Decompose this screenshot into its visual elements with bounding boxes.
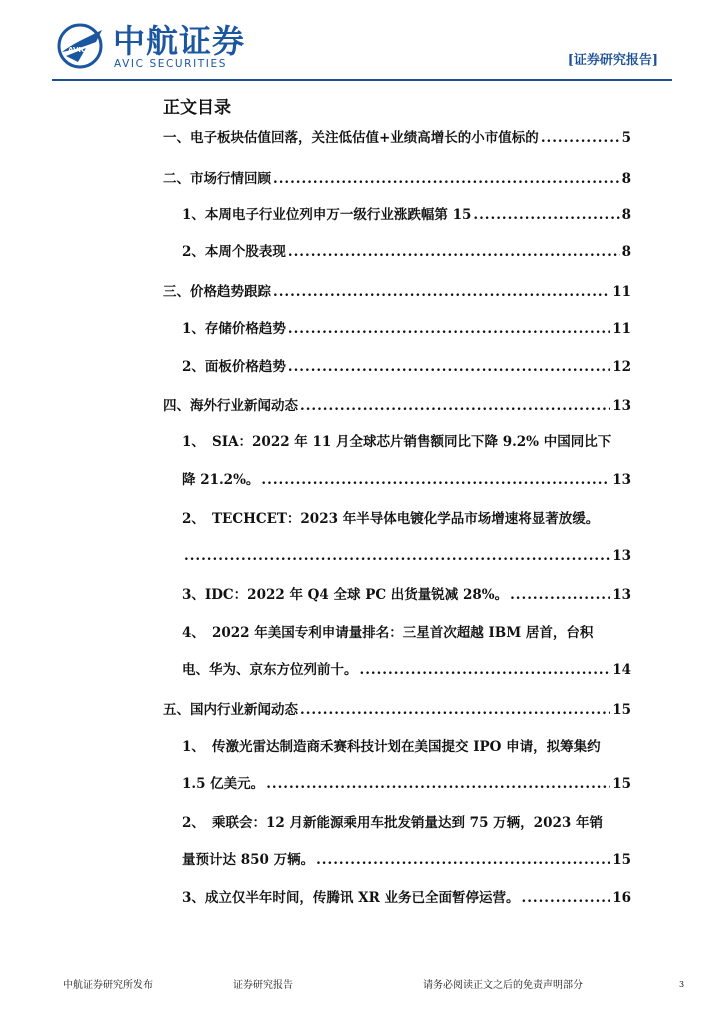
toc-leader-dots <box>300 395 610 417</box>
toc-entry-page: 15 <box>612 852 631 868</box>
toc-entry-number: 4、 <box>182 625 205 641</box>
toc-entry-page: 13 <box>612 548 631 564</box>
toc-entry-text: 传激光雷达制造商禾赛科技计划在美国提交 IPO 申请，拟筹集约 <box>212 739 601 755</box>
toc-entry-text: 海外行业新闻动态 <box>190 398 298 414</box>
toc-entry-page: 12 <box>612 359 631 375</box>
toc-entry[interactable] <box>182 318 631 340</box>
toc-leader-dots <box>473 204 619 226</box>
toc-leader-dots <box>541 127 620 149</box>
toc-entry-text: 成立仅半年时间，传腾讯 XR 业务已全面暂停运营。 <box>204 890 520 906</box>
toc-entry-text: 市场行情回顾 <box>190 171 271 187</box>
toc-entry-number: 1、 <box>182 321 205 337</box>
toc-entry-text-continued: 降 21.2%。 <box>182 472 260 488</box>
toc-leader-dots <box>288 318 610 340</box>
avic-logo <box>56 22 256 72</box>
toc-entry-first-line[interactable] <box>182 812 631 834</box>
toc-entry-page: 8 <box>621 244 631 260</box>
toc-entry-number: 1、 <box>182 434 205 450</box>
toc-leader-dots <box>266 773 610 795</box>
toc-entry-number: 四、 <box>163 398 190 414</box>
toc-entry-number: 2、 <box>182 815 205 831</box>
toc-leader-dots <box>273 281 610 303</box>
toc-entry-first-line[interactable] <box>182 622 631 644</box>
toc-entry-number: 1、 <box>182 207 205 223</box>
toc-entry-text-continued: 电、华为、京东方位列前十。 <box>182 662 358 678</box>
toc-entry-number: 一、 <box>163 130 190 146</box>
toc-entry[interactable] <box>163 281 631 303</box>
toc-leader-dots <box>316 849 610 871</box>
toc-entry-first-line[interactable] <box>182 508 631 530</box>
toc-entry-text: 国内行业新闻动态 <box>190 702 298 718</box>
avic-plane-icon <box>56 22 104 70</box>
page-number: 3 <box>679 980 685 989</box>
toc-entry-page: 16 <box>612 890 631 906</box>
toc-entry-number: 1、 <box>182 739 205 755</box>
toc-entry-text: IDC：2022 年 Q4 全球 PC 出货量锐减 28%。 <box>204 587 509 603</box>
toc-entry-text: 价格趋势跟踪 <box>190 284 271 300</box>
header-divider <box>52 79 672 81</box>
toc-leader-dots <box>288 241 620 263</box>
footer-disclaimer: 请务必阅读正文之后的免责声明部分 <box>423 980 583 991</box>
toc-entry-page: 8 <box>621 207 631 223</box>
toc-entry-page: 5 <box>621 130 631 146</box>
toc-entry[interactable] <box>182 584 631 606</box>
page-header <box>0 0 724 84</box>
toc-entry-continuation[interactable] <box>182 849 631 871</box>
toc-entry[interactable] <box>163 395 631 417</box>
toc-entry-page: 13 <box>612 398 631 414</box>
toc-entry-number: 2、 <box>182 359 205 375</box>
page-footer <box>0 968 724 998</box>
toc-entry-page: 15 <box>612 702 631 718</box>
footer-publisher: 中航证券研究所发布 <box>63 980 153 991</box>
logo-badge-text: AVIC <box>68 46 87 54</box>
toc-entry-page: 13 <box>612 472 631 488</box>
toc-leader-dots <box>522 887 611 909</box>
toc-entry[interactable] <box>163 168 631 190</box>
toc-leader-dots <box>184 545 610 567</box>
toc-entry-text: TECHCET：2023 年半导体电镀化学品市场增速将显著放缓。 <box>212 511 600 527</box>
toc-entry[interactable] <box>182 356 631 378</box>
toc-entry-number: 2、 <box>182 511 205 527</box>
toc-entry-continuation[interactable] <box>182 659 631 681</box>
footer-doc-type: 证券研究报告 <box>233 980 293 991</box>
report-type-tag: [证券研究报告] <box>567 53 658 68</box>
toc-title: 正文目录 <box>163 98 231 118</box>
toc-leader-dots <box>300 699 610 721</box>
toc-entry-continuation[interactable] <box>182 469 631 491</box>
toc-entry-text: 面板价格趋势 <box>204 359 286 375</box>
toc-entry-first-line[interactable] <box>182 431 631 453</box>
toc-leader-dots <box>288 356 610 378</box>
toc-leader-dots <box>273 168 620 190</box>
toc-entry-number: 三、 <box>163 284 190 300</box>
toc-entry[interactable] <box>163 699 631 721</box>
toc-entry-text: 乘联会：12 月新能源乘用车批发销量达到 75 万辆，2023 年销 <box>212 815 603 831</box>
toc-entry-page: 8 <box>621 171 631 187</box>
toc-entry-page: 13 <box>612 587 631 603</box>
toc-entry-text: 本周电子行业位列申万一级行业涨跌幅第 15 <box>204 207 472 223</box>
toc-entry-number: 3、 <box>182 587 205 603</box>
toc-leader-dots <box>360 659 611 681</box>
toc-entry-text-continued: 1.5 亿美元。 <box>182 776 265 792</box>
toc-entry-continuation[interactable] <box>182 545 631 567</box>
logo-english-name: AVIC SECURITIES <box>114 58 227 70</box>
toc-entry-page: 14 <box>612 662 631 678</box>
toc-entry-text: 电子板块估值回落，关注低估值+业绩高增长的小市值标的 <box>190 130 539 146</box>
toc-entry[interactable] <box>182 241 631 263</box>
toc-entry-number: 2、 <box>182 244 205 260</box>
toc-entry-text: 2022 年美国专利申请量排名：三星首次超越 IBM 居首，台积 <box>212 625 594 641</box>
toc-entry-text-continued: 量预计达 850 万辆。 <box>182 852 315 868</box>
toc-entry-number: 二、 <box>163 171 190 187</box>
logo-chinese-name: 中航证券 <box>113 22 246 60</box>
toc-leader-dots <box>261 469 610 491</box>
toc-entry-text: 本周个股表现 <box>204 244 286 260</box>
toc-entry[interactable] <box>163 127 631 149</box>
toc-entry-page: 11 <box>612 321 631 337</box>
toc-entry-first-line[interactable] <box>182 736 631 758</box>
toc-entry[interactable] <box>182 887 631 909</box>
toc-entry-text: 存储价格趋势 <box>204 321 286 337</box>
toc-entry-text: SIA：2022 年 11 月全球芯片销售额同比下降 9.2% 中国同比下 <box>212 434 612 450</box>
toc-entry-number: 五、 <box>163 702 190 718</box>
toc-leader-dots <box>510 584 610 606</box>
toc-entry[interactable] <box>182 204 631 226</box>
toc-entry-page: 15 <box>612 776 631 792</box>
toc-entry-number: 3、 <box>182 890 205 906</box>
toc-entry-page: 11 <box>612 284 631 300</box>
toc-entry-continuation[interactable] <box>182 773 631 795</box>
